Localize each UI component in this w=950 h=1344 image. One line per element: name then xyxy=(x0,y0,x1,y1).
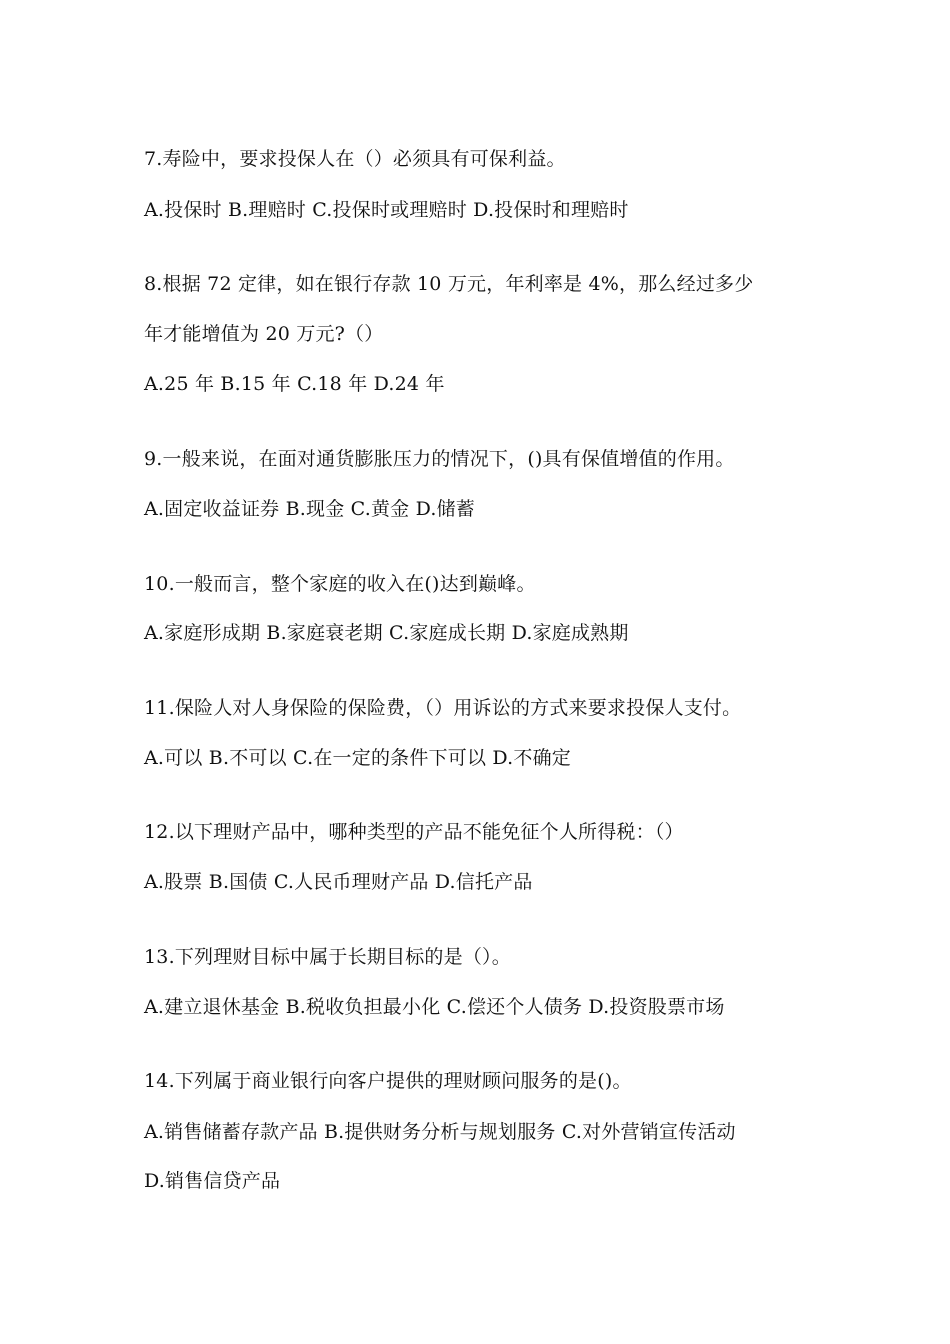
question-12-options: A.股票 B.国债 C.人民币理财产品 D.信托产品 xyxy=(144,871,533,893)
question-12-stem: 12.以下理财产品中，哪种类型的产品不能免征个人所得税：（） xyxy=(144,821,684,843)
question-8-options: A.25 年 B.15 年 C.18 年 D.24 年 xyxy=(144,373,445,395)
question-8-stem: 8.根据 72 定律，如在银行存款 10 万元，年利率是 4%，那么经过多少 xyxy=(144,273,754,295)
question-9-options: A.固定收益证券 B.现金 C.黄金 D.储蓄 xyxy=(144,498,475,520)
question-14-stem: 14.下列属于商业银行向客户提供的理财顾问服务的是()。 xyxy=(144,1070,632,1092)
question-13-stem: 13.下列理财目标中属于长期目标的是（）。 xyxy=(144,946,511,968)
question-10-options: A.家庭形成期 B.家庭衰老期 C.家庭成长期 D.家庭成熟期 xyxy=(144,622,629,644)
question-9-stem: 9.一般来说，在面对通货膨胀压力的情况下，()具有保值增值的作用。 xyxy=(144,448,735,470)
question-8-stem-continued: 年才能增值为 20 万元?（） xyxy=(144,323,384,345)
question-7-stem: 7.寿险中，要求投保人在（）必须具有可保利益。 xyxy=(144,148,566,170)
question-13-options: A.建立退休基金 B.税收负担最小化 C.偿还个人债务 D.投资股票市场 xyxy=(144,996,725,1018)
question-11-options: A.可以 B.不可以 C.在一定的条件下可以 D.不确定 xyxy=(144,747,571,769)
question-14-options: A.销售储蓄存款产品 B.提供财务分析与规划服务 C.对外营销宣传活动 xyxy=(144,1121,736,1143)
question-7-options: A.投保时 B.理赔时 C.投保时或理赔时 D.投保时和理赔时 xyxy=(144,199,629,221)
question-11-stem: 11.保险人对人身保险的保险费，（）用诉讼的方式来要求投保人支付。 xyxy=(144,697,742,719)
question-14-options-continued: D.销售信贷产品 xyxy=(144,1170,281,1192)
question-10-stem: 10.一般而言，整个家庭的收入在()达到巅峰。 xyxy=(144,573,536,595)
